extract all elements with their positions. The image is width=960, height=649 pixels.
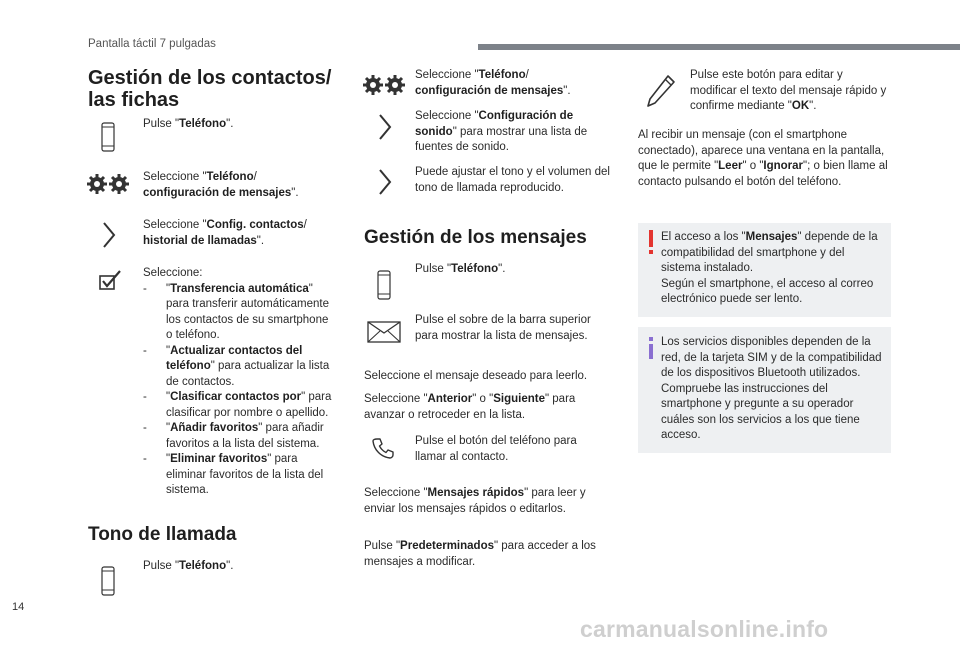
step-col2-telefono-config: Seleccione "Teléfono/ configuración de mensajes". <box>415 69 571 97</box>
step-ajustar-tono: Puede ajustar el tono y el volumen del tono de llamada reproducido. <box>415 166 610 194</box>
chevron-right-icon <box>99 221 119 249</box>
option-anadir-favoritos: - "Añadir favoritos" para añadir favoritos a la lista del sistema. <box>143 422 324 450</box>
watermark: carmanualsonline.info <box>580 616 829 642</box>
running-header: Pantalla táctil 7 pulgadas <box>88 38 216 50</box>
step-pulse-sobre: Pulse el sobre de la barra superior para mostrar la lista de mensajes. <box>415 314 591 342</box>
step-pulse-telefono: Pulse "Teléfono". <box>143 118 234 130</box>
phone-icon <box>374 268 394 302</box>
phone-icon <box>98 120 118 154</box>
option-eliminar-favoritos: - "Eliminar favoritos" para eliminar favoritos de la lista del sistema. <box>143 453 324 496</box>
select-options: Seleccione: - "Transferencia automática" para transferir automáticamente los contactos de su smartphone o teléfono. - "Actualizar contactos del teléfono" para actualizar la lista de contactos. - "Clasificar contactos por" para clasificar por nombre o apellido. - "Añadir favoritos" para añadir favoritos a la lista del sistema. - "Eliminar favoritos" para eliminar favoritos de la lista del sistema. <box>143 266 337 499</box>
section-title-mensajes: Gestión de los mensajes <box>364 227 587 248</box>
envelope-icon <box>366 320 402 344</box>
warning-text: El acceso a los "Mensajes" depende de la compatibilidad del smartphone y del sistema instalado. Según el smartphone, el acceso al correo electrónico puede ser lento. <box>661 231 878 305</box>
info-text: Los servicios disponibles dependen de la red, de la tarjeta SIM y de la compatibilidad de los dispositivos Bluetooth utilizados. Compruebe las instrucciones del smartphone y pregunte a su operador cuáles son los servicios a los que tiene acceso. <box>661 336 882 441</box>
pencil-edit-icon <box>645 73 677 109</box>
phone-call-icon <box>370 435 396 461</box>
step-config-contactos: Seleccione "Config. contactos/ historial de llamadas". <box>143 219 307 247</box>
step-editar-mensaje: Pulse este botón para editar y modificar el texto del mensaje rápido y confirme mediante "OK". <box>690 69 887 112</box>
step-llamar-contacto: Pulse el botón del teléfono para llamar al contacto. <box>415 435 577 463</box>
page-number: 14 <box>12 601 25 613</box>
para-seleccione-mensaje: Seleccione el mensaje deseado para leerlo. <box>364 370 588 382</box>
section-title-contactos: Gestión de los contactos/ las fichas <box>88 67 332 111</box>
step-tono-pulse-telefono: Pulse "Teléfono". <box>143 560 234 572</box>
warning-box <box>638 223 891 317</box>
info-icon <box>646 337 656 361</box>
warning-icon <box>646 230 656 256</box>
section-title-tono: Tono de llamada <box>88 524 237 545</box>
step-mensajes-pulse-telefono: Pulse "Teléfono". <box>415 263 506 275</box>
option-transferencia: - "Transferencia automática" para transferir automáticamente los contactos de su smartphone o teléfono. <box>143 282 329 341</box>
chevron-right-icon <box>375 168 395 196</box>
chevron-right-icon <box>375 113 395 141</box>
checkbox-icon <box>97 268 123 292</box>
header-bar <box>478 44 960 50</box>
gears-icon <box>362 74 406 96</box>
para-mensajes-rapidos: Seleccione "Mensajes rápidos" para leer y enviar los mensajes rápidos o editarlos. <box>364 487 586 515</box>
step-telefono-config: Seleccione "Teléfono/ configuración de mensajes". <box>143 171 299 199</box>
step-config-sonido: Seleccione "Configuración de sonido" para mostrar una lista de fuentes de sonido. <box>415 110 588 153</box>
para-recibir-mensaje: Al recibir un mensaje (con el smartphone conectado), aparece una ventana en la pantalla, que le permite "Leer" o "Ignorar"; o bien llame al contacto pulsando el botón del teléfono. <box>638 129 888 188</box>
para-predeterminados: Pulse "Predeterminados" para acceder a los mensajes a modificar. <box>364 540 596 568</box>
gears-icon <box>86 173 130 195</box>
option-actualizar: - "Actualizar contactos del teléfono" para actualizar la lista de contactos. <box>143 344 330 388</box>
info-box <box>638 327 891 453</box>
phone-icon <box>98 564 118 598</box>
para-anterior-siguiente: Seleccione "Anterior" o "Siguiente" para avanzar o retroceder en la lista. <box>364 393 576 421</box>
option-clasificar: - "Clasificar contactos por" para clasificar por nombre o apellido. <box>143 391 332 419</box>
